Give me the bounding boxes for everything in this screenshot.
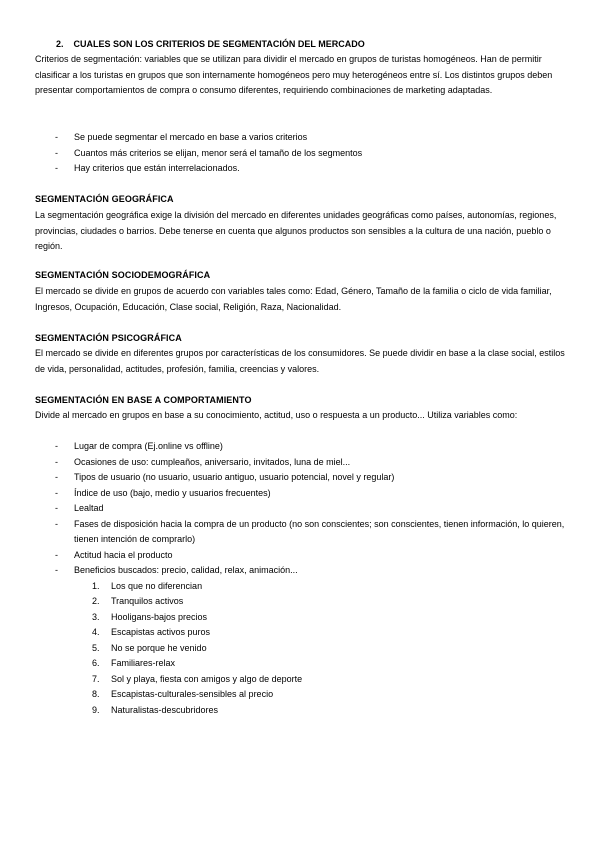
socio-paragraph: El mercado se divide en grupos de acuerdo con variables tales como: Edad, Género, Tamaño de la familia o ciclo de vida familiar, Ingresos, Ocupación, Educación, Clase social, Religión, Raza, Nacionalidad.: [35, 286, 552, 312]
numbered-item: 7. Sol y playa, fiesta con amigos y algo de deporte: [92, 673, 303, 684]
numbered-item: 6. Familiares-relax: [92, 658, 176, 668]
section-number: 2.: [56, 39, 64, 49]
numbered-item: 4. Escapistas activos puros: [92, 627, 211, 637]
tourist-segments-list: [74, 579, 565, 719]
dash-marker: -: [55, 518, 58, 529]
geo-section-title: SEGMENTACIÓN GEOGRÁFICA: [35, 194, 174, 204]
socio-section-title: SEGMENTACIÓN SOCIODEMOGRÁFICA: [35, 270, 211, 280]
list-item: - Actitud hacia el producto: [35, 548, 565, 564]
numbered-item: 3. Hooligans-bajos precios: [92, 611, 208, 622]
list-item: - Se puede segmentar el mercado en base a varios criterios: [35, 130, 565, 146]
dash-marker: -: [55, 472, 58, 482]
dash-marker: -: [55, 456, 58, 467]
dash-marker: -: [55, 163, 58, 173]
section-heading: [56, 37, 365, 53]
dash-marker: -: [55, 441, 58, 451]
behavior-variables-list: [35, 439, 565, 718]
dash-marker: -: [55, 503, 58, 513]
geo-paragraph: La segmentación geográfica exige la división del mercado en diferentes unidades geográficas como países, autonomías, regiones, provincias, ciudades o barrios. Debe tenerse en cuenta que algunos productos son sensibles a la cultura de una nación, pueblo o región.: [35, 210, 557, 251]
numbered-item: 1. Los que no diferencian: [92, 580, 203, 591]
psico-paragraph: El mercado se divide en diferentes grupos por características de los consumidores. Se puede dividir en base a la clase social, estilos de vida, personalidad, actitudes, profesión, familia, creencias y valores.: [35, 348, 565, 374]
numbered-item: 8. Escapistas-culturales-sensibles al precio: [92, 689, 274, 699]
list-item: - Cuantos más criterios se elijan, menor será el tamaño de los segmentos: [35, 146, 565, 162]
list-item: - Índice de uso (bajo, medio y usuarios frecuentes): [35, 486, 565, 502]
dash-marker: -: [55, 132, 58, 142]
dash-marker: -: [55, 487, 58, 498]
comp-section-title: SEGMENTACIÓN EN BASE A COMPORTAMIENTO: [35, 395, 252, 405]
list-item: - Lugar de compra (Ej.online vs offline): [35, 439, 565, 455]
list-item: - Hay criterios que están interrelacionados.: [35, 161, 565, 177]
criteria-notes-list: [35, 130, 565, 177]
list-item: - Beneficios buscados: precio, calidad, relax, animación... 1. Los que no diferencian 2. Tranquilos activos 3. Hooligans-bajos precios 4. Escapistas activos puros 5. No se porque he venido 6. Familiares-relax 7. Sol y playa, fiesta con amigos y algo de deporte 8. Escapistas-culturales-sensibles al precio 9. Naturalistas-descubridores: [35, 563, 565, 718]
psico-section-title: SEGMENTACIÓN PSICOGRÁFICA: [35, 333, 182, 343]
list-item: - Fases de disposición hacia la compra de un producto (no son conscientes; son conscientes, tienen información, lo quieren, tienen intención de comprarlo): [55, 518, 565, 544]
numbered-item: 2. Tranquilos activos: [92, 596, 184, 606]
intro-paragraph: Criterios de segmentación: variables que se utilizan para dividir el mercado en grupos de turistas homogéneos. Han de permitir clasificar a los turistas en grupos que son internamente homogéneos pero muy heterogéneos entre sí. Los distintos grupos deben presentar comportamientos de compra o consumo diferentes, requiriendo combinaciones de marketing adaptadas.: [35, 54, 553, 95]
numbered-item: 5. No se porque he venido: [92, 642, 207, 653]
dash-marker: -: [55, 147, 58, 158]
section-heading-text: CUALES SON LOS CRITERIOS DE SEGMENTACIÓN DEL MERCADO: [73, 39, 365, 49]
dash-marker: -: [55, 549, 58, 560]
dash-marker: -: [55, 565, 58, 575]
comp-paragraph: Divide al mercado en grupos en base a su conocimiento, actitud, uso o respuesta a un producto... Utiliza variables como:: [35, 410, 518, 420]
list-item: - Lealtad: [35, 501, 565, 517]
list-item: - Ocasiones de uso: cumpleaños, aniversario, invitados, luna de miel...: [35, 455, 565, 471]
numbered-item: 9. Naturalistas-descubridores: [92, 704, 219, 715]
list-item: - Tipos de usuario (no usuario, usuario antiguo, usuario potencial, novel y regular): [35, 470, 565, 486]
